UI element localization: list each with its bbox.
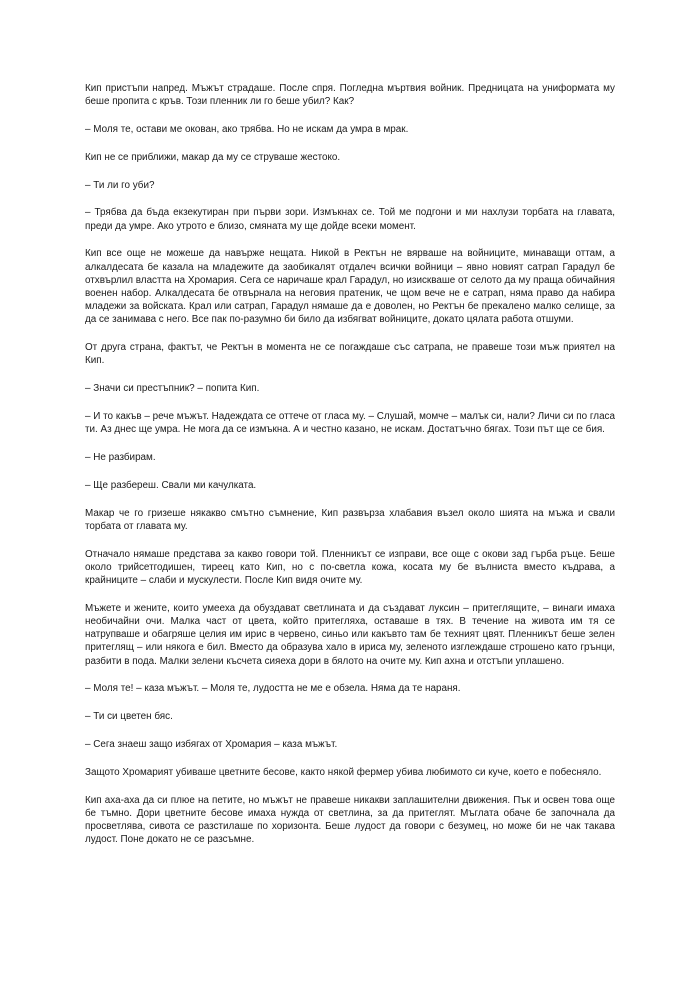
- document-page: [85, 82, 615, 861]
- paragraph: Кип не се приближи, макар да му се струваше жестоко.: [85, 151, 341, 163]
- paragraph: Защото Хромарият убиваше цветните бесове, както някой фермер убива любимото си куче, което е побесняло.: [85, 766, 602, 778]
- paragraph: – Значи си престъпник? – попита Кип.: [85, 383, 260, 395]
- paragraph: Кип пристъпи напред. Мъжът страдаше. После спря. Погледна мъртвия войник. Предницата на униформата му беше пропита с кръв. Този пленник ли го беше убил? Как?: [85, 83, 615, 108]
- paragraph: – Моля те, остави ме окован, ако трябва. Но не искам да умра в мрак.: [85, 124, 409, 135]
- paragraph: – Сега знаеш защо избягах от Хромария – каза мъжът.: [85, 739, 338, 750]
- paragraph: – Ти ли го уби?: [85, 179, 155, 191]
- paragraph: – Ще разбереш. Свали ми качулката.: [85, 479, 257, 491]
- paragraph: Кип аха-аха да си плюе на петите, но мъжът не правеше никакви заплашителни движения. Пък и освен това още бе тъмно. Дори цветните бесове имаха нужда от светлина, за да притеглят. Мъглата обаче бе започнала да просветлява, сивота се разстилаше по хоризонта. Беше лудост да говори с безумец, но може би не чак такава лудост. Поне докато не се разсъмне.: [85, 794, 615, 846]
- paragraph: Отначало нямаше представа за какво говори той. Пленникът се изправи, все още с окови зад гърба ръце. Беше около трийсетгодишен, тиреец като Кип, но с по-светла кожа, косата му бе вълниста вместо къдрава, а крайниците – слаби и мускулести. После Кип видя очите му.: [85, 548, 615, 586]
- paragraph: От друга страна, фактът, че Ректън в момента не се погаждаше със сатрапа, не правеше този мъж приятел на Кип.: [85, 342, 615, 367]
- paragraph: Мъжете и жените, които умееха да обуздават светлината и да създават луксин – притеглящите, – винаги имаха необичайни очи. Малка част от цвета, който притегляха, оставаше в тях. В течение на живота им тя се натрупваше и обагряше целия им ирис в червено, синьо или какъвто там бе техният цвят. Пленникът беше зелен притеглящ – или някога е бил. Вместо да образува хало в ириса му, зеленото изглеждаше строшено като грънци, разбити в пода. Малки зелени късчета сияеха дори в бялото на очите му. Кип ахна и отстъпи уплашено.: [85, 602, 615, 667]
- paragraph: – Трябва да бъда екзекутиран при първи зори. Измъкнах се. Той ме подгони и ми нахлузи торбата на главата, преди да умре. Ако утрото е близо, смяната му ще дойде всеки момент.: [85, 207, 615, 232]
- paragraph: – Не разбирам.: [85, 452, 156, 463]
- paragraph: – Ти си цветен бяс.: [85, 711, 173, 723]
- paragraph: – И то какъв – рече мъжът. Надеждата се оттече от гласа му. – Слушай, момче – малък си, нали? Личи си по гласа ти. Аз днес ще умра. Не мога да се измъкна. А и честно казано, не искам. Достатъчно бягах. Този път ще се бия.: [85, 411, 615, 436]
- paragraph: Макар че го гризеше някакво смътно съмнение, Кип развърза хлабавия възел около шията на мъжа и свали торбата от главата му.: [85, 507, 615, 532]
- paragraph: – Моля те! – каза мъжът. – Моля те, лудостта не ме е обзела. Няма да те нараня.: [85, 683, 461, 695]
- paragraph: Кип все още не можеше да навърже нещата. Никой в Ректън не вярваше на войниците, минаващи оттам, а алкалдесата бе казала на младежите да заобикалят отдалеч всички войници – явно новият сатрап Гарадул бе отхвърлил властта на Хромария. Сега се наричаше крал Гарадул, но изискваше от селото да му праща обичайния военен набор. Алкалдесата бе отвърнала на неговия пратеник, че щом вече не е сатрап, няма право да набира младежи за войската. Крал или сатрап, Гарадул нямаше да е доволен, но Ректън бе прекалено малко селище, за да се занимава с него. Все пак по-разумно би било да избягват войниците, докато цялата работа отшуми.: [85, 248, 615, 326]
